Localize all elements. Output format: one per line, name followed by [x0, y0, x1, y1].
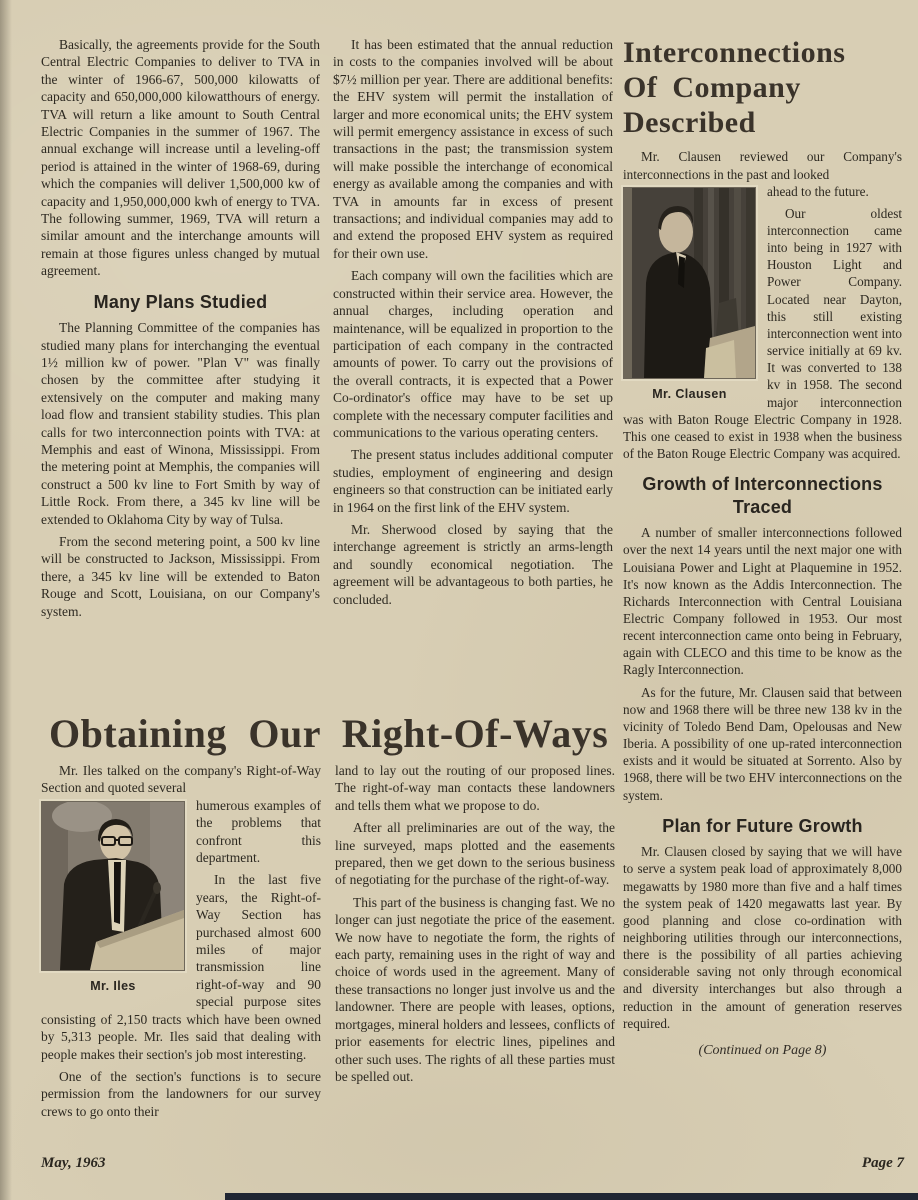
paragraph: It has been estimated that the annual reduction in costs to the companies involved will be about $7½ million per year. There are additional benefits: the EHV system will permit the installation of larger and more economical units; the EHV system will permit emergency assistance in excess of such transactions in the past; the transmission system will make possible the interchange of economical energy as available among the companies and with TVA in amounts far in excess of present transactions; and individual companies may add to and extend the proposed EHV system as required for their own use.	[333, 37, 613, 261]
paragraph: From the second metering point, a 500 kv line will be constructed to Jackson, Mississippi. From there, a 345 kv line will be extended to Baton Rouge and Scott, Louisiana, on our Company's system.	[41, 534, 320, 619]
paragraph: After all preliminaries are out of the way, the line surveyed, maps plotted and the easements prepared, then we get down to the serious business of negotiating for the purchase of the right-of-way.	[335, 820, 615, 888]
rightofway-article	[41, 712, 615, 1120]
section-heading-many-plans: Many Plans Studied	[93, 291, 268, 312]
rightofway-column-a	[41, 762, 321, 1120]
scan-edge-strip	[225, 1193, 918, 1200]
paragraph: In the last five years, the Right-of-Way Section has purchased almost 600 miles of major transmission line right-of-way and 90 special purpose sites consisting of 2,150 tracts which have been owned by 5,313 people. Mr. Iles said that dealing with people makes their section's job most interesting.	[41, 872, 321, 1062]
paragraph: ahead to the future.	[767, 183, 869, 199]
paragraph: A number of smaller interconnections followed over the next 14 years until the next major one with Louisiana Power and Light at Plaquemine in 1952. It's now known as the Addis Interconnection. The Richards Interconnection with Central Louisiana Electric Company followed in 1953. Our most recent interconnection came onto being in February, again with CLECO and this time to be know as the Ragly Interconnection.	[623, 525, 902, 678]
section-heading-plan: Plan for Future Growth	[662, 815, 863, 836]
paragraph: humerous examples of the problems that confront this department.	[196, 797, 321, 866]
continued-notice: (Continued on Page 8)	[698, 1042, 827, 1058]
paragraph: As for the future, Mr. Clausen said that between now and 1968 there will be three new 138 kv in the vicinity of Toledo Bend Dam, Opelousas and New Iberia. A possibility of one up-rated interconnection exists and it would be situated at Sorrento. Also by 1968, there will be two EHV interconnections on the system.	[623, 684, 902, 803]
mr-clausen-photo	[623, 187, 756, 379]
paragraph: Basically, the agreements provide for the South Central Electric Companies to deliver to TVA in the winter of 1966-67, 500,000 kilowatts of capacity and 650,000,000 kilowatthours of energy. TVA will return a like amount to South Central Electric Companies in the summer of 1967. The annual exchange will increase until a leveling-off period is attained in the winter of 1968-69, during which the companies will deliver 1,500,000 kw of capacity and 1,950,000,000 kwh of energy to TVA. The following summer, 1969, TVA will return a similar amount and the interchange amounts will remain at those figures unless changed by mutual agreement.	[41, 37, 320, 279]
article-headline	[623, 36, 902, 140]
mr-clausen-figure	[623, 187, 756, 402]
article-headline: Obtaining Our Right-Of-Ways	[49, 711, 609, 756]
interconnections-article	[623, 36, 902, 1060]
headline-line: Described	[623, 105, 756, 139]
photo-caption: Mr. Clausen	[652, 386, 727, 401]
paragraph: The present status includes additional computer studies, employment of engineering and design engineers so that construction can be initiated early in 1964 on the first link of the EHV system.	[333, 447, 613, 515]
photo-wrap-block	[623, 183, 902, 463]
paragraph: land to lay out the routing of our proposed lines. The right-of-way man contacts these landowners and tells them what we propose to do.	[335, 763, 615, 813]
headline-line: Of Company	[623, 70, 801, 104]
top-left-column	[41, 36, 320, 620]
rightofway-column-b	[335, 762, 615, 1120]
footer-date: May, 1963	[41, 1155, 106, 1171]
mr-iles-photo	[41, 801, 185, 971]
footer-page-number: Page 7	[861, 1155, 904, 1171]
scan-edge-shadow	[0, 0, 12, 1200]
rightofway-columns	[41, 762, 615, 1120]
paragraph: Mr. Iles talked on the company's Right-of-Way Section and quoted several	[41, 763, 321, 796]
photo-caption: Mr. Iles	[90, 978, 136, 993]
headline-line: Interconnections	[623, 36, 846, 69]
paragraph: Our oldest interconnection came into being in 1927 with Houston Light and Power Company. Located near Dayton, this still existing interconnection went into service initially at 69 kv. It was converted to 138 kv in 1958. The second major interconnection was with Baton Rouge Electric Company in 1928. This one ceased to exist in 1938 when the business of the Baton Rouge Electric Company was acquired.	[623, 205, 902, 462]
paragraph: One of the section's functions is to secure permission from the landowners for our survey crews to go onto their	[41, 1068, 321, 1119]
paragraph: The Planning Committee of the companies has studied many plans for interchanging the eventual 1½ million kw of power. "Plan V" was finally chosen by the committee after studying it extensively on the computer and making many load flow and transient stability studies. This plan calls for two interconnection points with TVA: at Memphis and east of Winona, Mississippi. From the metering point at Memphis, the companies will construct a 500 kv line to Fort Smith by way of Little Rock. From there, a 345 kv line will be extended to Oklahoma City by way of Tulsa.	[41, 320, 320, 527]
paragraph: Each company will own the facilities which are constructed within their service area. However, the annual charges, including operation and maintenance, will be equalized in proportion to the participation of each company in the contracted amounts of power. To carry out the provisions of the overall contracts, it is expected that a Power Co-ordinator's office may have to be set up complete with the necessary computer facilities and communications to the various operating centers.	[333, 268, 613, 440]
paragraph: Mr. Clausen closed by saying that we will have to serve a system peak load of approximately 8,000 megawatts by 1980 more than five and a half times the system peak of 1420 megawatts last year. By good planning and close co-ordination with neighboring utilities through our interconnections, there is the possibility of all parties achieving considerable saving not only through economical and diversity interchanges but also through a reduction in the amount of generation reserves required.	[623, 844, 902, 1031]
mr-iles-figure	[41, 801, 185, 994]
photo-wrap-block	[41, 797, 321, 1063]
paragraph: Mr. Sherwood closed by saying that the interchange agreement is strictly an arms-length and soundly economical negotiation. The agreement will be advantageous to both parties, he concluded.	[333, 521, 613, 607]
section-heading-growth: Growth of Interconnections Traced	[642, 474, 883, 517]
paragraph: This part of the business is changing fast. We no longer can just negotiate the price of the easement. We now have to negotiate the form, the rights of each party, remaining uses in the right of way and choice of words used in the agreement. Many of these transactions no longer just involve us and the landowner. There are people with leases, options, mortgages, mineral holders and lessees, conflicts of prior easements for electric lines, pipelines and other such uses. The rights of all these parties must be spelled out.	[335, 894, 615, 1084]
paragraph: Mr. Clausen reviewed our Company's interconnections in the past and looked	[623, 149, 902, 182]
top-middle-column	[333, 36, 613, 608]
